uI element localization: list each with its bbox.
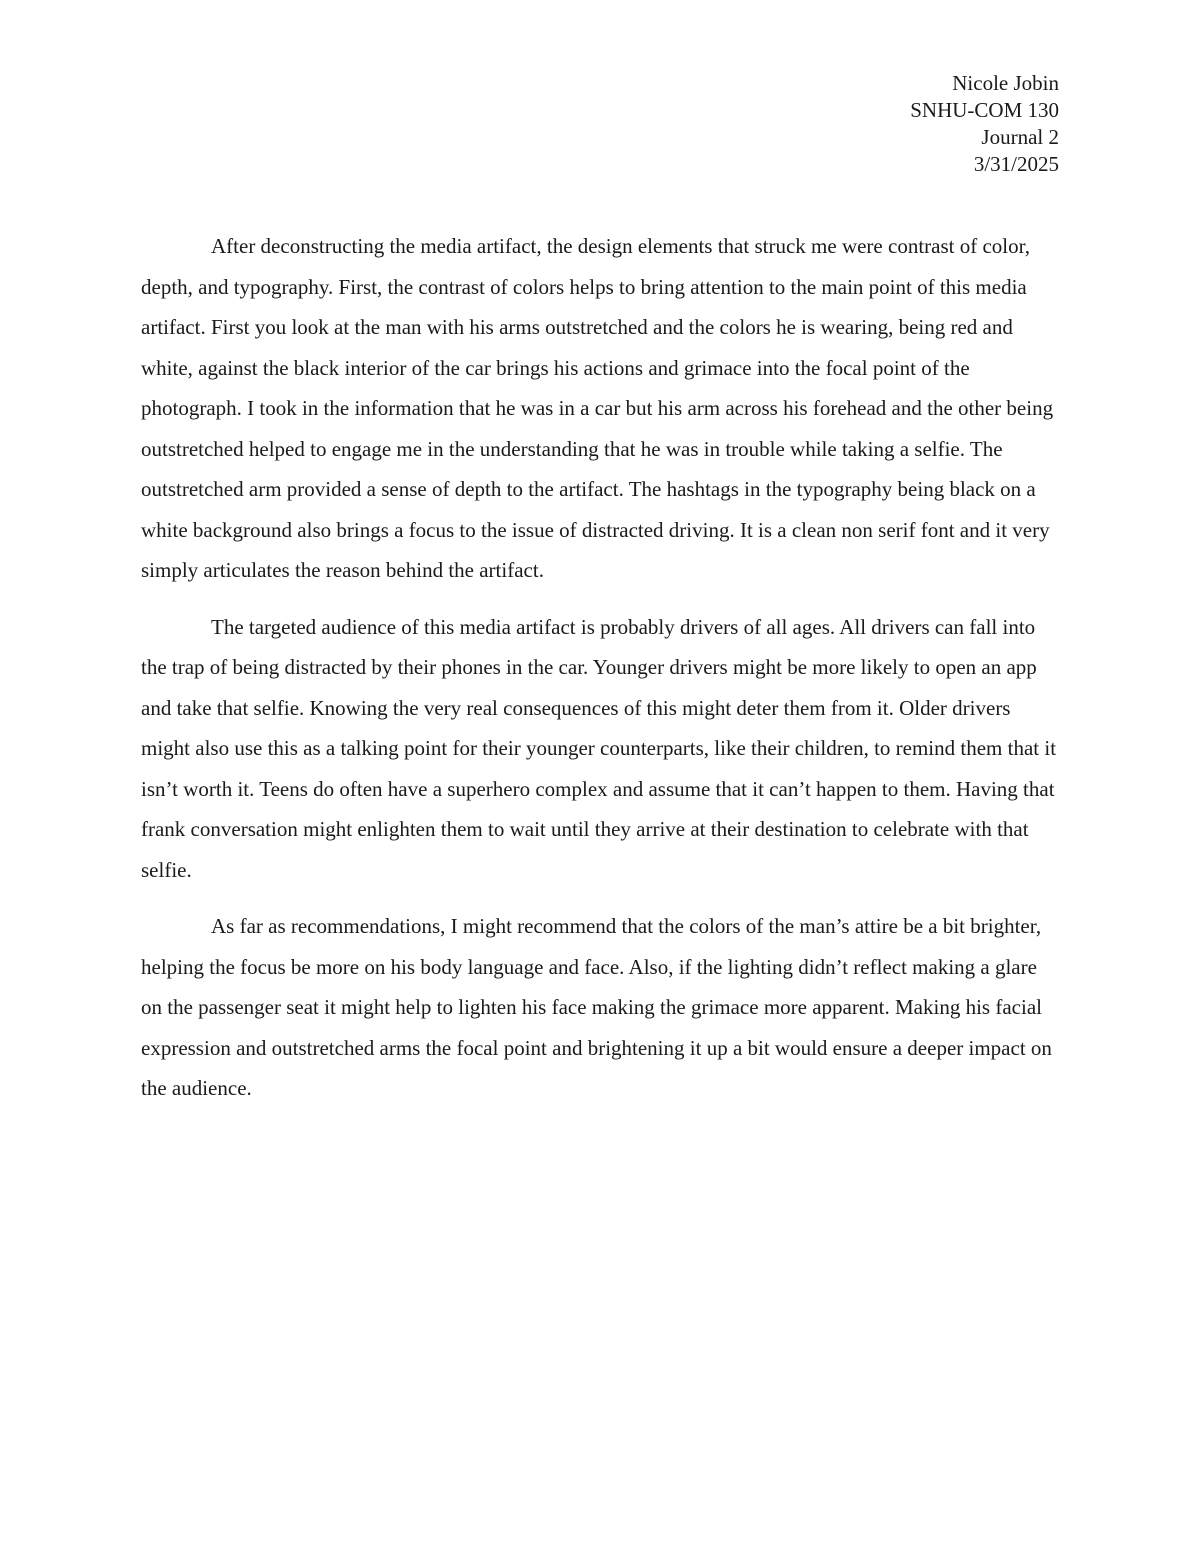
paragraph-3: As far as recommendations, I might recommend that the colors of the man’s attire be a bit brighter, helping the focus be more on his body language and face. Also, if the lighting didn’t reflect making a glare on the passenger seat it might help to lighten his face making the grimace more apparent. Making his facial expression and outstretched arms the focal point and brightening it up a bit would ensure a deeper impact on the audience.: [141, 914, 1052, 1100]
paragraph-2: The targeted audience of this media artifact is probably drivers of all ages. All drivers can fall into the trap of being distracted by their phones in the car. Younger drivers might be more likely to open an app and take that selfie. Knowing the very real consequences of this might deter them from it. Older drivers might also use this as a talking point for their younger counterparts, like their children, to remind them that it isn’t worth it. Teens do often have a superhero complex and assume that it can’t happen to them. Having that frank conversation might enlighten them to wait until they arrive at their destination to celebrate with that selfie.: [141, 614, 1057, 882]
document-header: [910, 70, 1059, 178]
author-name: Nicole Jobin: [952, 71, 1059, 95]
document-date: 3/31/2025: [973, 152, 1059, 176]
document-body: [141, 226, 1061, 1125]
course-code: SNHU-COM 130: [910, 98, 1059, 122]
paragraph-1: After deconstructing the media artifact, the design elements that struck me were contrast of color, depth, and typography. First, the contrast of colors helps to bring attention to the main point of this media artifact. First you look at the man with his arms outstretched and the colors he is wearing, being red and white, against the black interior of the car brings his actions and grimace into the focal point of the photograph. I took in the information that he was in a car but his arm across his forehead and the other being outstretched helped to engage me in the understanding that he was in trouble while taking a selfie. The outstretched arm provided a sense of depth to the artifact. The hashtags in the typography being black on a white background also brings a focus to the issue of distracted driving. It is a clean non serif font and it very simply articulates the reason behind the artifact.: [141, 234, 1054, 582]
assignment-title: Journal 2: [981, 125, 1059, 149]
